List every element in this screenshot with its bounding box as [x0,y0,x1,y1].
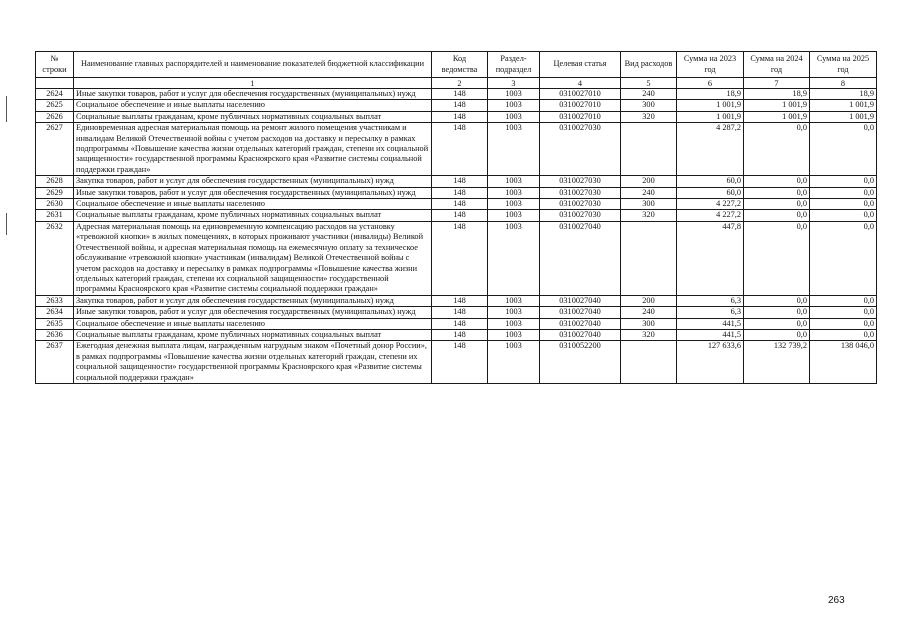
expense-type-cell: 300 [621,100,677,111]
row-number-cell: 2633 [36,295,74,306]
department-code-cell: 148 [432,307,488,318]
column-number-row [36,78,877,89]
department-code-cell: 148 [432,341,488,384]
section-cell: 1003 [488,295,540,306]
row-number-cell: 2632 [36,221,74,295]
column-header: Вид расходов [621,52,677,78]
department-code-cell: 148 [432,111,488,122]
table-row [36,111,877,122]
target-article-cell: 0310027040 [540,221,621,295]
column-header: Раздел-подраздел [488,52,540,78]
row-number-cell: 2630 [36,199,74,210]
row-number-cell: 2628 [36,176,74,187]
column-number: 7 [744,78,810,89]
table-row [36,210,877,221]
column-number: 1 [74,78,432,89]
column-header: Сумма на 2023 год [677,52,744,78]
expense-type-cell: 320 [621,329,677,340]
column-header: Наименование главных распорядителей и наименование показателей бюджетной классификации [74,52,432,78]
section-cell: 1003 [488,123,540,176]
expense-type-cell: 300 [621,318,677,329]
column-number: 8 [810,78,877,89]
table-row [36,199,877,210]
section-cell: 1003 [488,341,540,384]
target-article-cell: 0310027040 [540,329,621,340]
amount-2024-cell: 0,0 [744,221,810,295]
amount-2025-cell: 138 046,0 [810,341,877,384]
amount-2024-cell: 0,0 [744,307,810,318]
expense-type-cell [621,221,677,295]
amount-2025-cell: 1 001,9 [810,111,877,122]
department-code-cell: 148 [432,318,488,329]
department-code-cell: 148 [432,123,488,176]
department-code-cell: 148 [432,89,488,100]
row-number-cell: 2635 [36,318,74,329]
amount-2023-cell: 60,0 [677,187,744,198]
table-row [36,221,877,295]
table-row [36,329,877,340]
department-code-cell: 148 [432,187,488,198]
expense-type-cell: 320 [621,210,677,221]
amount-2025-cell: 0,0 [810,187,877,198]
amount-2023-cell: 447,8 [677,221,744,295]
column-number [36,78,74,89]
expense-type-cell: 240 [621,307,677,318]
table-row [36,123,877,176]
column-header: Сумма на 2025 год [810,52,877,78]
column-number: 5 [621,78,677,89]
target-article-cell: 0310027010 [540,100,621,111]
section-cell: 1003 [488,187,540,198]
section-cell: 1003 [488,176,540,187]
department-code-cell: 148 [432,221,488,295]
department-code-cell: 148 [432,329,488,340]
section-cell: 1003 [488,307,540,318]
table-row [36,307,877,318]
amount-2023-cell: 4 287,2 [677,123,744,176]
amount-2024-cell: 0,0 [744,123,810,176]
row-number-cell: 2627 [36,123,74,176]
section-cell: 1003 [488,199,540,210]
section-cell: 1003 [488,318,540,329]
target-article-cell: 0310027030 [540,210,621,221]
amount-2023-cell: 127 633,6 [677,341,744,384]
table-row [36,176,877,187]
amount-2024-cell: 18,9 [744,89,810,100]
expense-type-cell: 320 [621,111,677,122]
section-cell: 1003 [488,111,540,122]
description-cell: Социальное обеспечение и иные выплаты населению [74,100,432,111]
department-code-cell: 148 [432,199,488,210]
amount-2024-cell: 1 001,9 [744,111,810,122]
section-cell: 1003 [488,210,540,221]
column-header: Код ведомства [432,52,488,78]
description-cell: Закупка товаров, работ и услуг для обеспечения государственных (муниципальных) нужд [74,295,432,306]
table-body [36,89,877,384]
amount-2023-cell: 18,9 [677,89,744,100]
description-cell: Иные закупки товаров, работ и услуг для обеспечения государственных (муниципальных) нужд [74,89,432,100]
column-number: 6 [677,78,744,89]
expense-type-cell: 240 [621,89,677,100]
amount-2024-cell: 0,0 [744,187,810,198]
description-cell: Адресная материальная помощь на единовременную компенсацию расходов на установку «тревожной кнопки» в жилых помещениях, в которых проживают участники (инвалиды) Великой Отечественной войны, и адресная материальная помощь на ежемесячную оплату за техническое обслуживание «тревожной кнопки» участникам (инвалидам) Великой Отечественной войны с учетом расходов на доставку и пересылку в рамках подпрограммы «Повышение качества жизни отдельных категорий граждан, степени их социальной защищенности» государственной программы Красноярского края «Развитие системы социальной поддержки граждан» [74,221,432,295]
amount-2023-cell: 6,3 [677,307,744,318]
page-number: 263 [828,595,845,606]
amount-2023-cell: 441,5 [677,329,744,340]
target-article-cell: 0310027030 [540,176,621,187]
amount-2023-cell: 4 227,2 [677,199,744,210]
budget-table [35,51,877,384]
column-header: Целевая статья [540,52,621,78]
row-number-cell: 2637 [36,341,74,384]
target-article-cell: 0310027030 [540,123,621,176]
amount-2025-cell: 0,0 [810,329,877,340]
amount-2025-cell: 1 001,9 [810,100,877,111]
target-article-cell: 0310027040 [540,307,621,318]
amount-2023-cell: 1 001,9 [677,100,744,111]
header-row [36,52,877,78]
amount-2024-cell: 0,0 [744,176,810,187]
amount-2024-cell: 0,0 [744,329,810,340]
expense-type-cell: 300 [621,199,677,210]
scan-edge-mark [6,96,7,122]
amount-2025-cell: 0,0 [810,318,877,329]
department-code-cell: 148 [432,210,488,221]
description-cell: Социальные выплаты гражданам, кроме публичных нормативных социальных выплат [74,210,432,221]
amount-2025-cell: 0,0 [810,295,877,306]
table-row [36,341,877,384]
target-article-cell: 0310027040 [540,318,621,329]
section-cell: 1003 [488,221,540,295]
description-cell: Социальные выплаты гражданам, кроме публичных нормативных социальных выплат [74,111,432,122]
amount-2025-cell: 0,0 [810,221,877,295]
amount-2025-cell: 0,0 [810,307,877,318]
column-number: 4 [540,78,621,89]
column-number: 3 [488,78,540,89]
target-article-cell: 0310027030 [540,199,621,210]
amount-2025-cell: 0,0 [810,210,877,221]
table-row [36,89,877,100]
scan-edge-mark [6,213,7,235]
row-number-cell: 2631 [36,210,74,221]
table-row [36,100,877,111]
amount-2024-cell: 0,0 [744,295,810,306]
description-cell: Закупка товаров, работ и услуг для обеспечения государственных (муниципальных) нужд [74,176,432,187]
expense-type-cell [621,341,677,384]
amount-2025-cell: 18,9 [810,89,877,100]
amount-2025-cell: 0,0 [810,123,877,176]
amount-2024-cell: 0,0 [744,318,810,329]
row-number-cell: 2626 [36,111,74,122]
column-number: 2 [432,78,488,89]
table-row [36,318,877,329]
target-article-cell: 0310027010 [540,111,621,122]
description-cell: Социальное обеспечение и иные выплаты населению [74,199,432,210]
table-row [36,295,877,306]
expense-type-cell [621,123,677,176]
row-number-cell: 2636 [36,329,74,340]
section-cell: 1003 [488,100,540,111]
description-cell: Ежегодная денежная выплата лицам, награжденным нагрудным знаком «Почетный донор России», в рамках подпрограммы «Повышение качества жизни отдельных категорий граждан, степени их социальной защищенности» государственной программы Красноярского края «Развитие системы социальной поддержки граждан» [74,341,432,384]
expense-type-cell: 240 [621,187,677,198]
description-cell: Иные закупки товаров, работ и услуг для обеспечения государственных (муниципальных) нужд [74,187,432,198]
column-header: № строки [36,52,74,78]
table-row [36,187,877,198]
section-cell: 1003 [488,329,540,340]
target-article-cell: 0310027040 [540,295,621,306]
amount-2024-cell: 0,0 [744,199,810,210]
section-cell: 1003 [488,89,540,100]
amount-2023-cell: 60,0 [677,176,744,187]
amount-2023-cell: 6,3 [677,295,744,306]
amount-2023-cell: 4 227,2 [677,210,744,221]
amount-2024-cell: 0,0 [744,210,810,221]
target-article-cell: 0310027030 [540,187,621,198]
amount-2023-cell: 1 001,9 [677,111,744,122]
amount-2023-cell: 441,5 [677,318,744,329]
expense-type-cell: 200 [621,295,677,306]
description-cell: Иные закупки товаров, работ и услуг для обеспечения государственных (муниципальных) нужд [74,307,432,318]
row-number-cell: 2624 [36,89,74,100]
amount-2024-cell: 132 739,2 [744,341,810,384]
amount-2024-cell: 1 001,9 [744,100,810,111]
department-code-cell: 148 [432,295,488,306]
description-cell: Единовременная адресная материальная помощь на ремонт жилого помещения участникам и инвалидам Великой Отечественной войны с учетом расходов на доставку и пересылку в рамках подпрограммы «Повышение качества жизни отдельных категорий граждан, степени их социальной защищенности» государственной программы Красноярского края «Развитие системы социальной поддержки граждан» [74,123,432,176]
column-header: Сумма на 2024 год [744,52,810,78]
department-code-cell: 148 [432,100,488,111]
description-cell: Социальные выплаты гражданам, кроме публичных нормативных социальных выплат [74,329,432,340]
row-number-cell: 2625 [36,100,74,111]
target-article-cell: 0310052200 [540,341,621,384]
row-number-cell: 2629 [36,187,74,198]
row-number-cell: 2634 [36,307,74,318]
amount-2025-cell: 0,0 [810,176,877,187]
target-article-cell: 0310027010 [540,89,621,100]
department-code-cell: 148 [432,176,488,187]
description-cell: Социальное обеспечение и иные выплаты населению [74,318,432,329]
amount-2025-cell: 0,0 [810,199,877,210]
expense-type-cell: 200 [621,176,677,187]
